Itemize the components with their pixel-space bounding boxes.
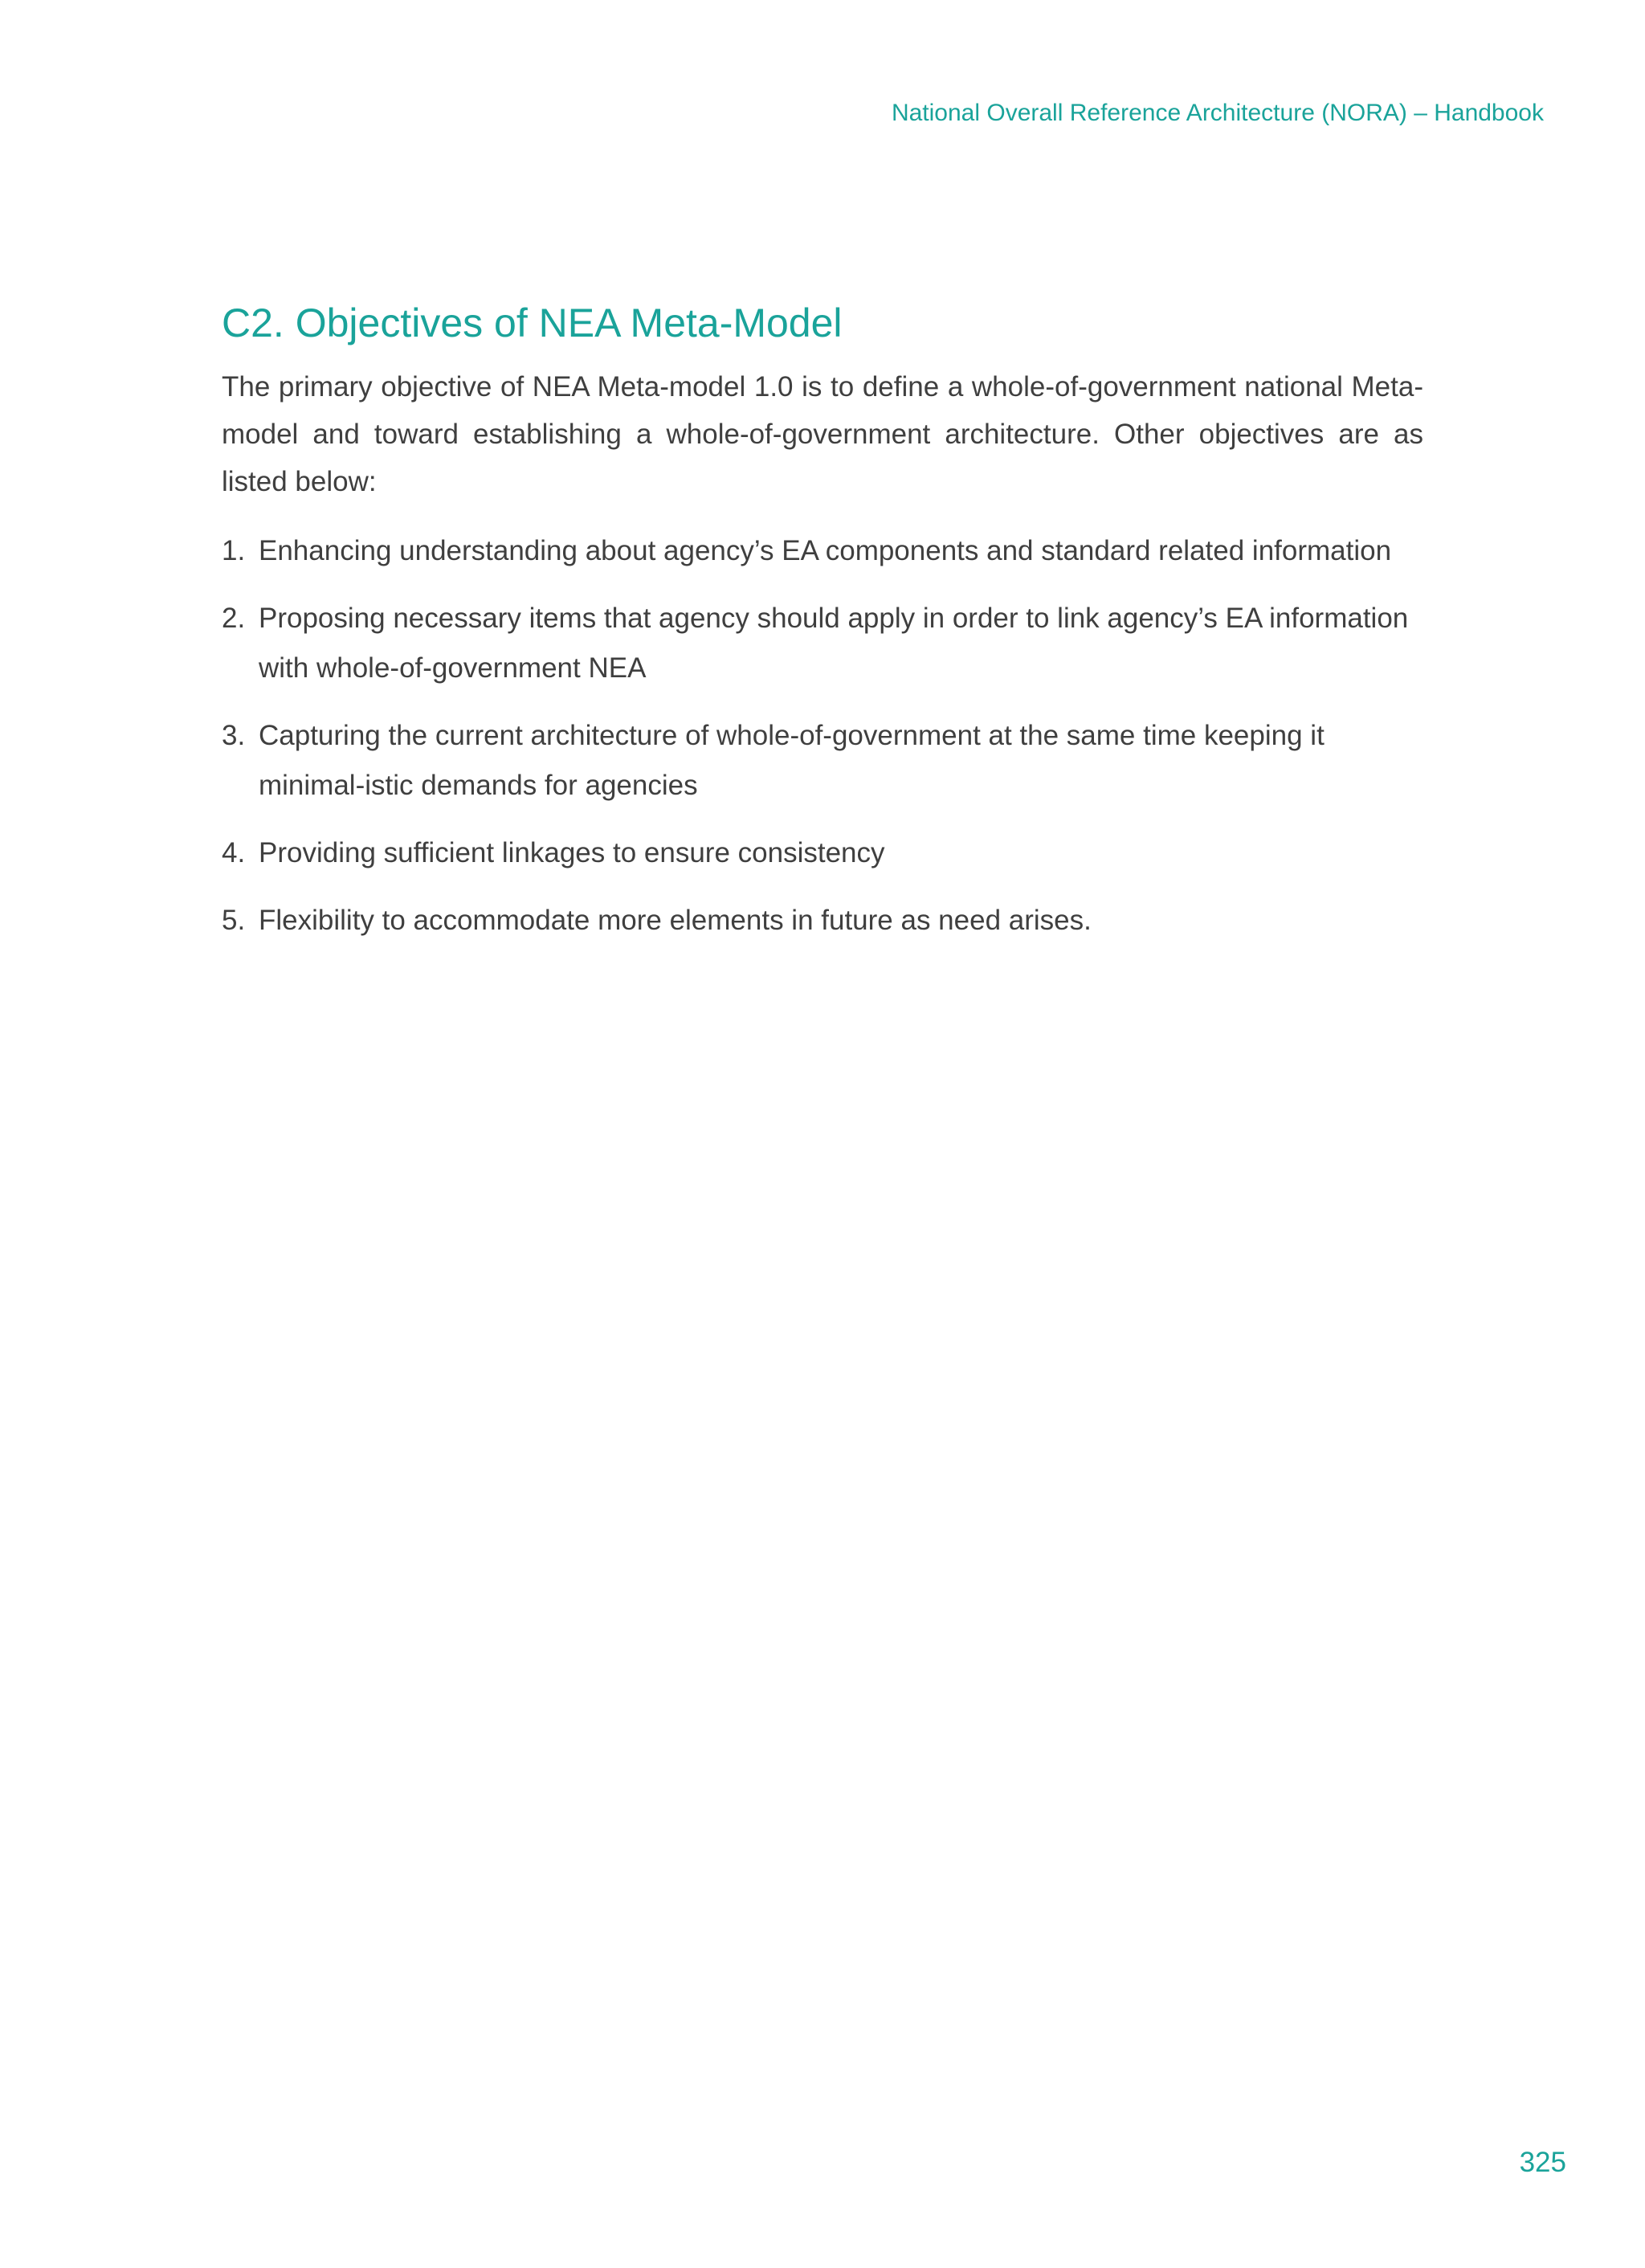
list-item-number: 3. xyxy=(222,720,246,751)
list-item-number: 4. xyxy=(222,837,246,868)
section-heading: C2. Objectives of NEA Meta-Model xyxy=(222,300,843,345)
page-number: 325 xyxy=(1519,2147,1566,2178)
list-item-text: Providing sufficient linkages to ensure consistency xyxy=(259,837,885,868)
list-item-number: 5. xyxy=(222,905,246,936)
list-item-text: Flexibility to accommodate more elements in future as need arises. xyxy=(259,905,1092,936)
list-item-text: Capturing the current architecture of whole-of-government at the same time keeping it minimal-istic demands for agencies xyxy=(259,720,1325,801)
list-item xyxy=(222,828,1423,878)
objectives-list xyxy=(222,526,1423,946)
list-item-number: 2. xyxy=(222,603,246,634)
list-item xyxy=(222,896,1423,946)
section-content xyxy=(222,299,1423,963)
list-item xyxy=(222,711,1423,811)
list-item-number: 1. xyxy=(222,535,246,566)
list-item xyxy=(222,526,1423,576)
list-item-text: Enhancing understanding about agency’s EA components and standard related information xyxy=(259,535,1392,566)
list-item-text: Proposing necessary items that agency should apply in order to link agency’s EA information with whole-of-government NEA xyxy=(259,603,1409,684)
intro-paragraph: The primary objective of NEA Meta-model 1.0 is to define a whole-of-government national Meta-model and toward establishing a whole-of-government architecture. Other objectives are as listed below: xyxy=(222,371,1423,497)
list-item xyxy=(222,594,1423,693)
running-header: National Overall Reference Architecture (NORA) – Handbook xyxy=(891,100,1544,126)
